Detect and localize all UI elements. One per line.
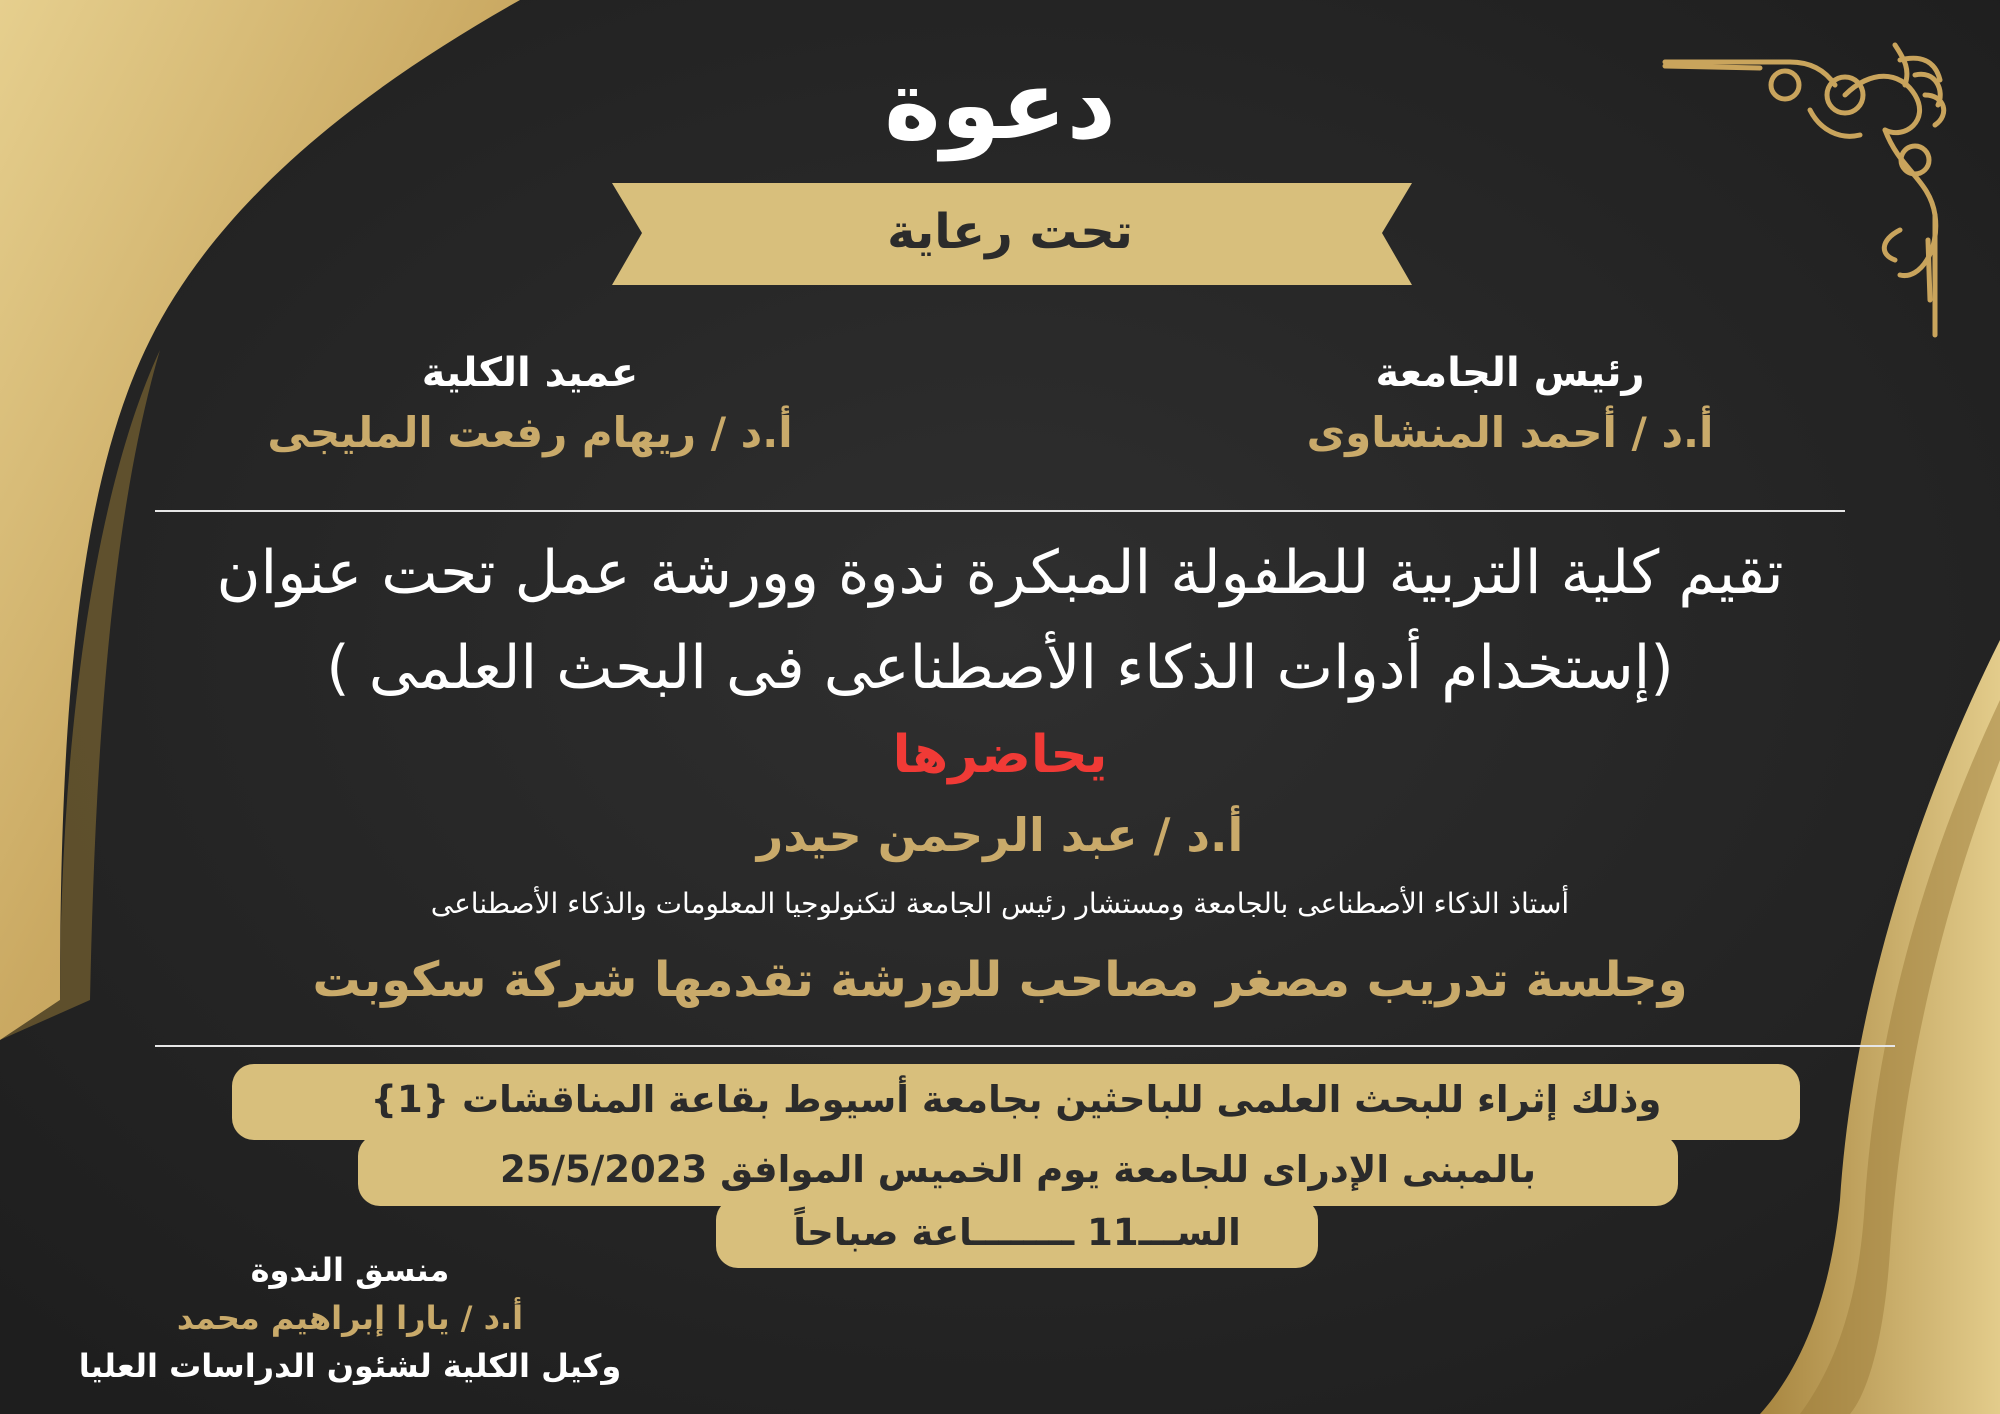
patronage-label: تحت رعاية bbox=[887, 204, 1133, 260]
dean-name: أ.د / ريهام رفعت المليجى bbox=[267, 408, 793, 457]
lecturer-title: أستاذ الذكاء الأصطناعى بالجامعة ومستشار رئيس الجامعة لتكنولوجيا المعلومات والذكاء الأصطناعى bbox=[430, 887, 1570, 920]
details-line-1: وذلك إثراء للبحث العلمى للباحثين بجامعة أسيوط بقاعة المناقشات {1} bbox=[370, 1078, 1662, 1121]
lecturer-name: أ.د / عبد الرحمن حيدر bbox=[756, 808, 1244, 862]
coordinator-name: أ.د / يارا إبراهيم محمد bbox=[176, 1299, 524, 1337]
divider-top bbox=[155, 510, 1845, 512]
divider-bottom bbox=[155, 1045, 1895, 1047]
president-name: أ.د / أحمد المنشاوى bbox=[1306, 408, 1714, 457]
coordinator-label: منسق الندوة bbox=[250, 1251, 450, 1289]
details-line-3: الســـ11 ــــــــاعة صباحاً bbox=[793, 1211, 1241, 1254]
training-session: وجلسة تدريب مصغر مصاحب للورشة تقدمها شركة سكوبت bbox=[312, 952, 1688, 1008]
lecturer-label: يحاضرها bbox=[892, 725, 1108, 785]
president-role: رئيس الجامعة bbox=[1375, 350, 1645, 396]
announcement-line-2: (إستخدام أدوات الذكاء الأصطناعى فى البحث العلمى ) bbox=[326, 633, 1674, 703]
dean-role: عميد الكلية bbox=[421, 350, 639, 396]
announcement-line-1: تقيم كلية التربية للطفولة المبكرة ندوة وورشة عمل تحت عنوان bbox=[216, 538, 1784, 608]
page-title: دعوة bbox=[884, 49, 1116, 161]
coordinator-position: وكيل الكلية لشئون الدراسات العليا bbox=[78, 1347, 622, 1385]
details-line-2: بالمبنى الإدراى للجامعة يوم الخميس الموافق 25/5/2023 bbox=[499, 1148, 1537, 1191]
